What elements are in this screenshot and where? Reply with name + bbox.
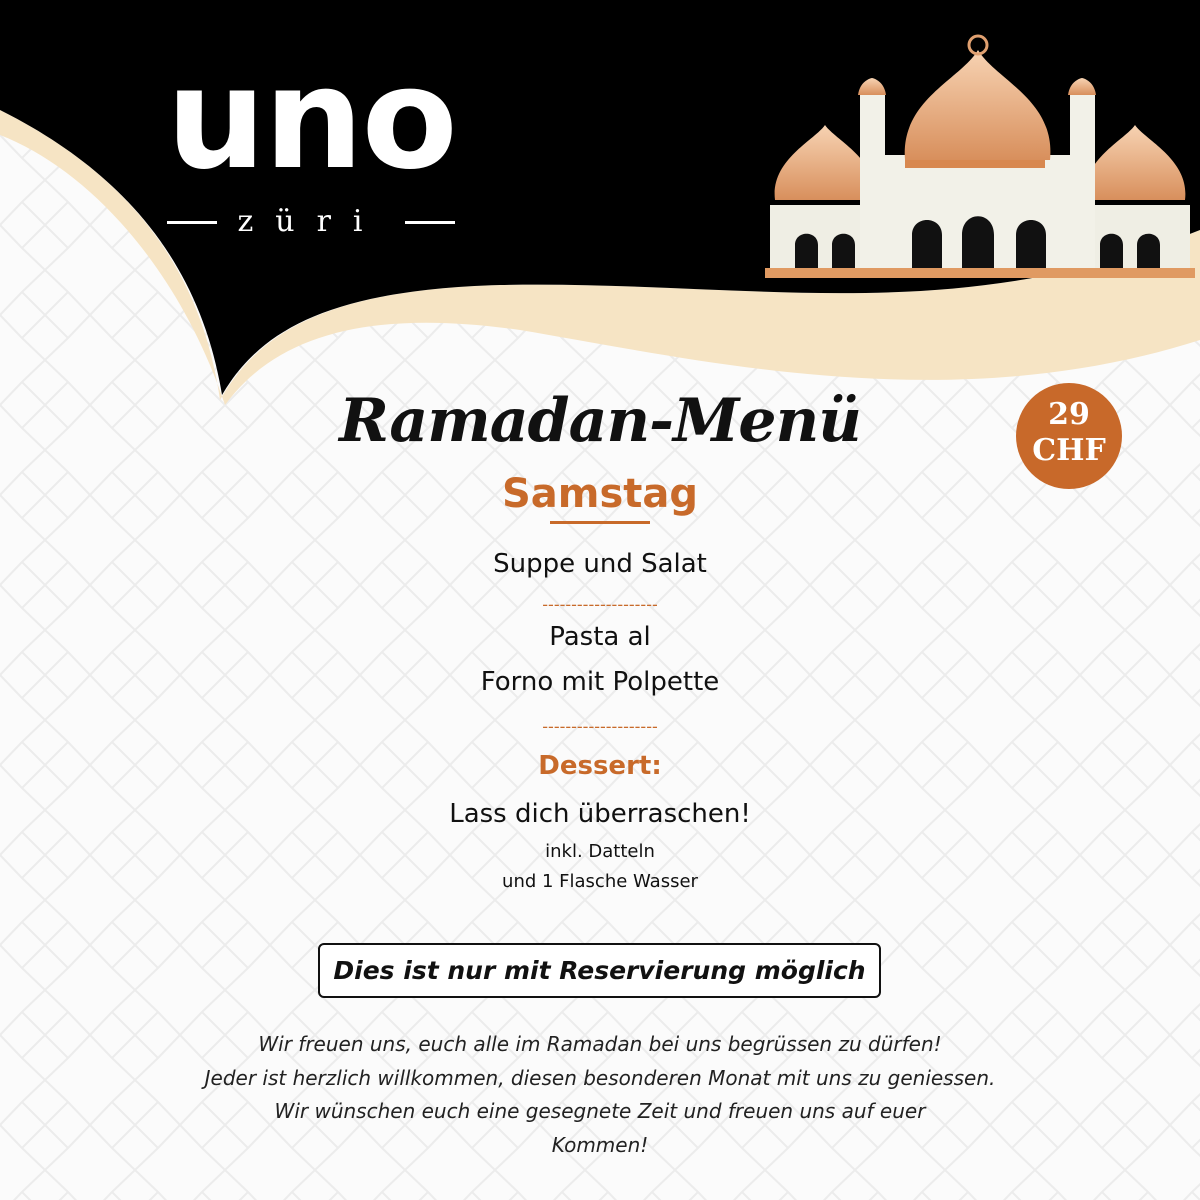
menu-day: Samstag	[501, 471, 699, 517]
separator-1: --------------------	[542, 595, 658, 614]
price-amount: 29	[1048, 397, 1090, 432]
course-1: Suppe und Salat	[493, 549, 707, 579]
reservation-notice: Dies ist nur mit Reservierung möglich	[318, 943, 881, 998]
price-currency: CHF	[1032, 433, 1106, 468]
footer-line: Kommen!	[551, 1132, 649, 1157]
menu-title: Ramadan-Menü	[339, 386, 861, 456]
day-underline	[550, 521, 650, 524]
footer-line: Wir freuen uns, euch alle im Ramadan bei uns begrüssen zu dürfen!	[258, 1032, 942, 1056]
price-badge	[1016, 383, 1122, 489]
footer-line: Wir wünschen euch eine gesegnete Zeit und freuen uns auf euer	[274, 1099, 926, 1123]
logo-wordmark: uno	[166, 38, 456, 201]
footer-message	[0, 1028, 1200, 1162]
dessert-label: Dessert:	[538, 751, 662, 781]
logo-subtitle: züri	[237, 204, 385, 239]
uno-zueri-logo	[150, 40, 472, 240]
extra-line-2: und 1 Flasche Wasser	[502, 871, 698, 892]
footer-line: Jeder ist herzlich willkommen, diesen besonderen Monat mit uns zu geniessen.	[204, 1065, 996, 1090]
extra-line-1: inkl. Datteln	[545, 841, 655, 862]
separator-2: --------------------	[542, 717, 658, 736]
dessert-text: Lass dich überraschen!	[449, 799, 751, 829]
course-2-line-2: Forno mit Polpette	[480, 667, 720, 697]
course-2-line-1: Pasta al	[549, 622, 651, 652]
